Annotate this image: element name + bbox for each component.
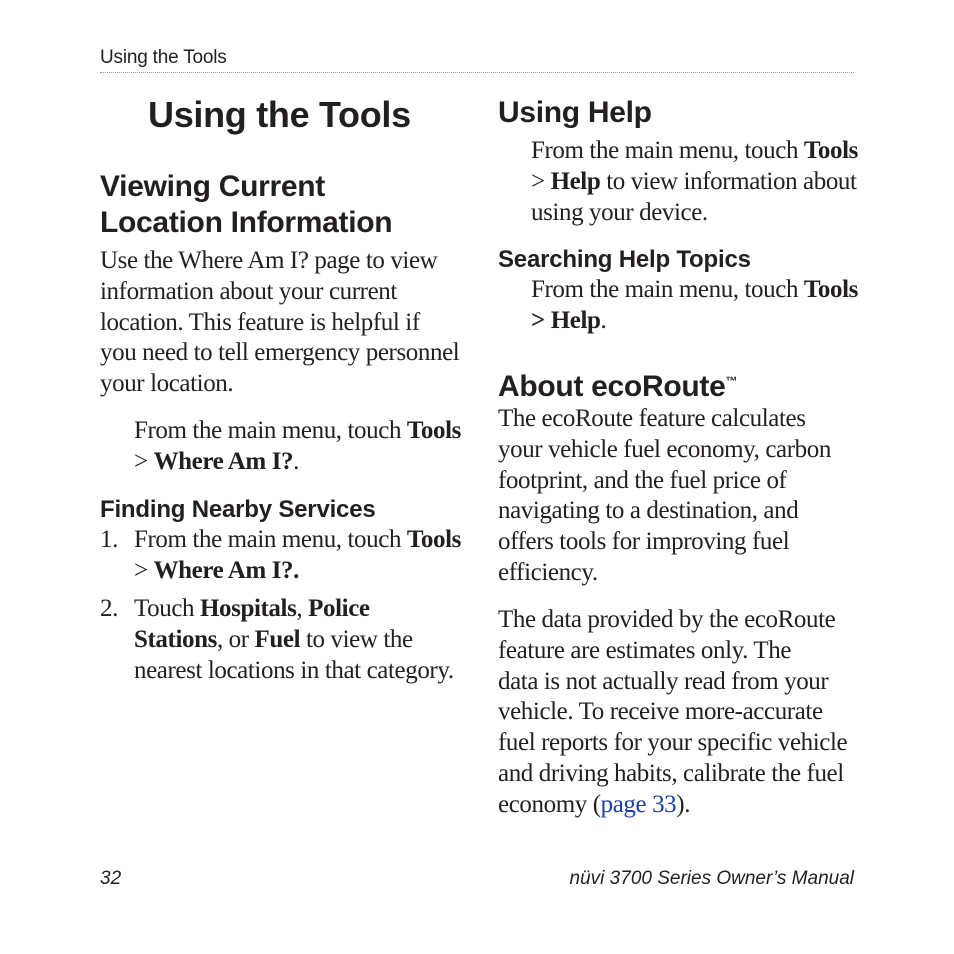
instruction-text: Touch [134,595,200,622]
text-line: efficiency. [498,558,598,586]
instruction-text: . [293,447,299,475]
ecoroute-paragraph-1 [498,404,831,589]
text-line: information about your current [100,277,397,305]
tools-menu-ref: Tools [406,526,461,553]
text-line: and driving habits, calibrate the fuel [498,759,844,787]
fuel-ref: Fuel [254,625,301,653]
text-line: feature are estimates only. The [498,636,792,664]
instruction-text: > [134,556,154,584]
instruction-text: From the main menu, touch [134,417,407,444]
page-33-link[interactable]: page 33 [600,790,677,818]
instruction-text: From the main menu, touch [531,276,804,303]
nearby-services-step-2 [0,594,470,686]
tools-menu-ref: Tools [803,137,858,164]
page-number: 32 [100,868,122,889]
step-number: 2. [100,595,118,622]
section-heading-current-location [100,169,392,241]
help-menu-ref: > Help [531,306,601,334]
section-heading-searching-help: Searching Help Topics [498,246,751,273]
text-line: The ecoRoute feature calculates [498,405,806,432]
instruction-text: . [600,306,607,334]
text-line: footprint, and the fuel price of [498,466,787,494]
hospitals-ref: Hospitals [199,595,297,622]
text-line: Use the Where Am I? page to view [100,247,438,274]
step-number: 1. [100,526,118,553]
instruction-text: using your device. [531,198,708,226]
text-line: vehicle. To receive more-accurate [498,698,823,726]
instruction-text: , or [216,625,255,653]
instruction-text: , [296,595,309,622]
text-line: fuel reports for your specific vehicle [498,729,848,757]
help-menu-ref: Help [550,167,601,195]
searching-help-paragraph [531,275,858,337]
manual-title: nüvi 3700 Series Owner’s Manual [569,868,854,889]
text-line: your location. [100,370,234,398]
where-am-i-ref: Where Am I?. [153,556,299,584]
heading-line: Location Information [100,206,393,239]
page-title: Using the Tools [148,94,411,135]
current-location-paragraph [100,246,459,400]
police-ref: Police [308,595,370,622]
section-heading-using-help: Using Help [498,96,652,129]
where-am-i-instruction [134,416,461,478]
text-line: data is not actually read from your [498,667,829,695]
stations-ref: Stations [134,625,217,653]
tools-menu-ref: Tools [803,276,858,303]
text-line: offers tools for improving fuel [498,528,790,556]
heading-text: About ecoRoute [498,370,726,403]
section-heading-nearby-services: Finding Nearby Services [100,496,376,523]
instruction-text: From the main menu, touch [134,526,407,553]
instruction-text: to view information about [600,167,857,195]
instruction-text: From the main menu, touch [531,137,804,164]
section-heading-ecoroute [498,363,737,405]
text-line: The data provided by the ecoRoute [498,606,836,633]
tools-menu-ref: Tools [406,417,461,444]
where-am-i-ref: Where Am I? [153,447,294,475]
text-line: navigating to a destination, and [498,497,799,525]
using-help-paragraph [531,136,858,228]
instruction-text: nearest locations in that category. [134,656,454,684]
instruction-text: ). [676,790,691,818]
text-line: you need to tell emergency personnel [100,339,460,367]
text-line: your vehicle fuel economy, carbon [498,435,831,463]
trademark-symbol: ™ [725,374,738,388]
nearby-services-step-1 [0,525,470,587]
running-head: Using the Tools [100,47,227,68]
instruction-text: to view the [300,625,413,653]
instruction-text: economy ( [498,790,601,818]
header-divider [100,72,854,73]
heading-line: Viewing Current [100,170,325,203]
text-line: location. This feature is helpful if [100,308,420,336]
instruction-text: > [134,447,154,475]
ecoroute-paragraph-2 [498,605,847,821]
instruction-text: > [531,167,551,195]
